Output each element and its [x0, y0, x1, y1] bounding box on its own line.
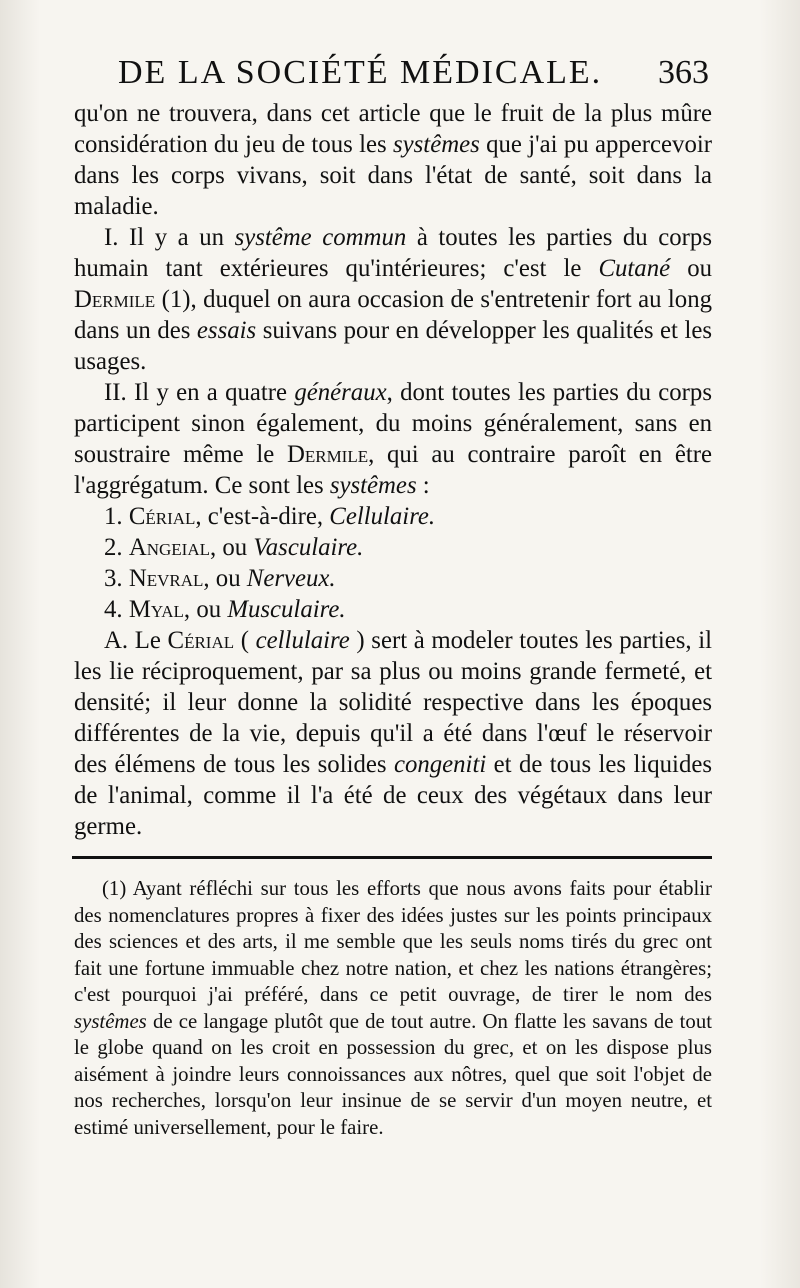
- text-run: , dont toutes les parties du corps participent sinon également, du moins généralement, sans en soustraire même le: [74, 379, 712, 468]
- text-run: à toutes les parties du corps humain tant extérieures qu'intérieures; c'est le: [74, 224, 712, 282]
- system-name: Myal: [128, 596, 184, 623]
- system-alt-name: Cellulaire.: [329, 503, 436, 530]
- text-run: I. Il y a un: [104, 224, 235, 251]
- paragraph-section-2: [74, 377, 712, 501]
- italic-term: systêmes: [329, 472, 417, 499]
- text-run: ) sert à modeler toutes les parties, il les lie réciproquement, par sa plus ou moins grande fermeté, et densité; il leur donne la solidité respective dans les époques différentes de la vie, depuis qu'il a été dans l'œuf le réservoir des élémens de tous les solides: [74, 627, 712, 778]
- system-name: Nevral: [128, 565, 204, 592]
- small-caps-term: Dermile: [74, 286, 156, 313]
- italic-term: Cutané: [598, 255, 671, 282]
- text-run: (: [234, 627, 256, 654]
- text-run: ou: [670, 255, 712, 282]
- text-run: :: [416, 472, 430, 499]
- list-item: [74, 594, 712, 625]
- text-run: que j'ai pu appercevoir dans les corps vivans, soit dans l'état de santé, soit dans la maladie.: [74, 131, 712, 220]
- list-item: [74, 501, 712, 532]
- list-item: [74, 563, 712, 594]
- footnote: [74, 876, 712, 1141]
- text-run: , ou: [183, 596, 228, 623]
- text-run: , ou: [209, 534, 254, 561]
- italic-term: systêmes: [393, 131, 480, 158]
- italic-term: généraux: [294, 379, 387, 406]
- list-number: 2.: [104, 534, 123, 561]
- text-run: et de tous les liquides de l'animal, comme il l'a été de ceux des végétaux dans leur germe.: [74, 751, 712, 840]
- text-run: de ce langage plutôt que de tout autre. On flatte les savans de tout le globe quand on les croit en possession du grec, et on les dispose plus aisément à joindre leurs connoissances aux nôtres, quel que soit l'objet de nos recherches, lorsqu'on leur insinue de se servir d'un moyen neutre, et estimé universellement, pour le faire.: [74, 1009, 712, 1139]
- paragraph-intro: [74, 98, 712, 222]
- italic-term: systême commun: [234, 224, 407, 251]
- footnote-divider: [72, 856, 712, 859]
- running-head: DE LA SOCIÉTÉ MÉDICALE.: [118, 54, 603, 91]
- small-caps-term: Dermile: [286, 441, 369, 468]
- text-run: , qui au contraire paroît en être l'aggrégatum. Ce sont les: [74, 441, 713, 499]
- italic-term: congeniti: [393, 751, 487, 778]
- main-text: [74, 98, 712, 842]
- italic-term: essais: [196, 317, 257, 344]
- text-run: II. Il y en a quatre: [104, 379, 295, 406]
- text-run: (1) Ayant réfléchi sur tous les efforts que nous avons faits pour établir des nomenclatures propres à fixer des idées justes sur les points principaux des sciences et des arts, il me semble que les seuls noms tirés du grec ont fait une fortune immuable chez notre nation, et chez les nations étrangères; c'est pourquoi j'ai préféré, dans ce petit ouvrage, de tirer le nom des: [74, 877, 712, 1006]
- text-run: , c'est-à-dire,: [195, 503, 330, 530]
- small-caps-term: Cérial: [167, 627, 235, 654]
- system-name: Cérial: [128, 503, 196, 530]
- text-run: qu'on ne trouvera, dans cet article que le fruit de la plus mûre considération du jeu de tous les: [74, 100, 712, 158]
- text-run: (1), duquel on aura occasion de s'entretenir fort au long dans un des: [74, 286, 712, 344]
- paragraph-section-1: [74, 222, 712, 377]
- system-alt-name: Vasculaire.: [253, 534, 364, 561]
- list-number: 4.: [104, 596, 123, 623]
- system-alt-name: Nerveux.: [246, 565, 336, 592]
- list-number: 1.: [104, 503, 123, 530]
- page-header: [96, 54, 726, 100]
- list-number: 3.: [104, 565, 123, 592]
- paragraph-section-a: [74, 625, 712, 842]
- system-name: Angeial: [128, 534, 210, 561]
- text-run: A. Le: [104, 627, 168, 654]
- footnote-text: [74, 876, 712, 1141]
- system-alt-name: Musculaire.: [227, 596, 346, 623]
- italic-term: cellulaire: [255, 627, 350, 654]
- italic-term: systêmes: [74, 1009, 147, 1033]
- text-run: , ou: [203, 565, 247, 592]
- page-number: 363: [658, 54, 709, 91]
- text-run: suivans pour en développer les qualités et les usages.: [74, 317, 712, 375]
- list-item: [74, 532, 712, 563]
